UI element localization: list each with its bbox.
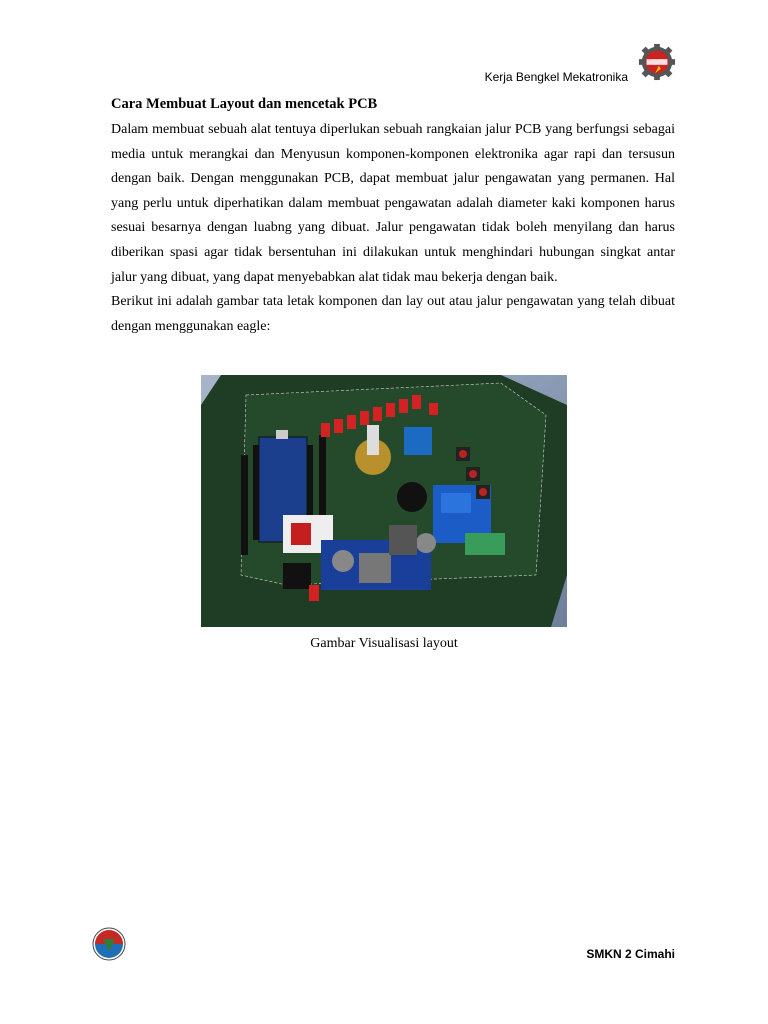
caption-text: Gambar Visualisasi layout bbox=[310, 636, 458, 651]
paragraph-1: Dalam membuat sebuah alat tentuya diperlukan sebuah rangkaian jalur PCB yang berfungsi sebagai media untuk merangkai dan Menyusun komponen-komponen elektronika agar rapi dan tersusun dengan baik. Dengan menggunakan PCB, dapat membuat jalur pengawatan yang permanen. Hal yang perlu untuk diperhatikan dalam membuat pengawatan adalah diameter kaki komponen harus sesuai besarnya dengan luabng yang dibuat. Jalur pengawatan tidak boleh menyilang dan harus diberikan spasi agar tidak bersentuhan ini dilakukan untuk menghindari hubungan singkat antar jalur yang dibuat, yang dapat menyebabkan alat tidak mau bekerja dengan baik. bbox=[111, 122, 675, 285]
pcb-layout-image bbox=[201, 375, 567, 627]
section-heading: Cara Membuat Layout dan mencetak PCB bbox=[111, 96, 378, 112]
footer-logo-icon bbox=[92, 927, 126, 961]
school-logo-icon bbox=[638, 43, 676, 81]
body-text bbox=[111, 118, 675, 339]
header-title: Kerja Bengkel Mekatronika bbox=[484, 70, 628, 84]
footer-school-name: SMKN 2 Cimahi bbox=[586, 947, 675, 961]
paragraph-2: Berikut ini adalah gambar tata letak komponen dan lay out atau jalur pengawatan yang telah dibuat dengan menggunakan eagle: bbox=[111, 294, 675, 334]
figure-caption bbox=[0, 636, 768, 652]
